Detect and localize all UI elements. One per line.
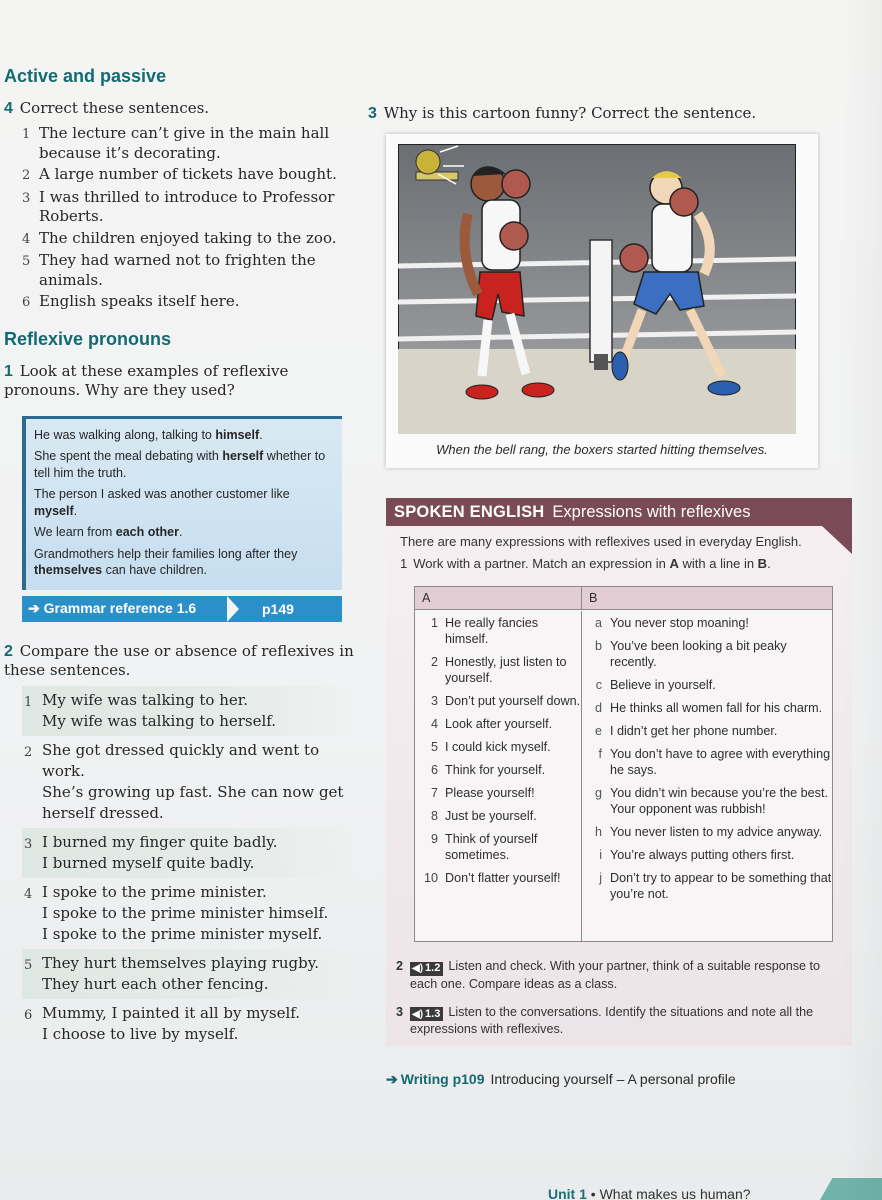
compare-line: I burned myself quite badly. <box>42 853 255 872</box>
response-row <box>583 638 833 670</box>
row-text: I could kick myself. <box>445 740 551 754</box>
row-key: 7 <box>430 786 438 800</box>
exercise-4-heading <box>4 99 354 118</box>
row-key: 3 <box>430 694 438 708</box>
exercise-instruction: Compare the use or absence of reflexives in these sentences. <box>4 641 354 679</box>
writing-text: Introducing yourself – A personal profile <box>490 1071 736 1087</box>
compare-line: I spoke to the prime minister myself. <box>42 924 323 943</box>
row-key: a <box>594 616 602 630</box>
row-key: 10 <box>423 871 438 885</box>
item-number: 3 <box>22 190 31 206</box>
response-row <box>583 615 833 631</box>
compare-line: I spoke to the prime minister. <box>42 882 267 901</box>
item-text: I was thrilled to introduce to Professor Roberts. <box>39 187 335 225</box>
item-number: 2 <box>24 744 33 760</box>
sentence-item <box>22 188 354 227</box>
exercise-1-heading <box>4 362 354 400</box>
compare-item <box>22 828 354 878</box>
item-number: 1 <box>24 694 33 710</box>
compare-item <box>22 999 354 1049</box>
row-text: You didn’t win because you’re the best. Your opponent was rubbish! <box>610 786 828 816</box>
response-row <box>583 870 833 902</box>
exercise-number: 1 <box>4 362 13 380</box>
row-text: Please yourself! <box>445 786 535 800</box>
expression-row <box>415 870 581 886</box>
example-sentence: She spent the meal debating with herself whether to tell him the truth. <box>34 449 326 480</box>
row-key: f <box>598 747 602 761</box>
column-a-header: A <box>415 587 582 609</box>
sentence-item <box>22 229 354 250</box>
compare-line: She got dressed quickly and went to work. <box>42 740 320 780</box>
compare-item <box>22 686 354 736</box>
exercise-instruction: Look at these examples of reflexive pronouns. Why are they used? <box>4 361 289 399</box>
item-number: 5 <box>24 957 33 973</box>
compare-list <box>22 686 354 1049</box>
row-key: 6 <box>430 763 438 777</box>
example-sentence: The person I asked was another customer like myself. <box>34 487 290 518</box>
row-key: 1 <box>430 616 438 630</box>
compare-item <box>22 949 354 999</box>
row-text: Look after yourself. <box>445 717 553 731</box>
response-row <box>583 847 833 863</box>
expression-row <box>415 739 581 755</box>
expression-row <box>415 693 581 709</box>
exercise-number: 2 <box>4 642 13 660</box>
row-key: d <box>594 701 602 715</box>
item-text: English speaks itself here. <box>39 292 240 310</box>
column-a <box>415 611 582 942</box>
speaker-icon: ◀) <box>412 963 424 974</box>
row-key: 5 <box>430 740 438 754</box>
task-2: 2 ◀) 1.2 Listen and check. With your partner, think of a suitable response to each one. Compare ideas as a class. <box>396 959 821 991</box>
section-title-active-passive: Active and passive <box>4 66 167 86</box>
footer-unit: Unit 1 <box>548 1186 587 1200</box>
sentence-item <box>22 292 354 313</box>
sentence-item <box>22 165 354 186</box>
expression-row <box>415 654 581 686</box>
row-text: You never listen to my advice anyway. <box>610 825 823 839</box>
row-text: He thinks all women fall for his charm. <box>610 701 823 715</box>
spoken-english-box <box>386 498 852 1046</box>
spoken-english-label: SPOKEN ENGLISH <box>394 502 545 521</box>
sentence-list <box>4 124 354 313</box>
item-number: 6 <box>24 1007 33 1023</box>
item-number: 1 <box>22 127 31 142</box>
expression-row <box>415 831 581 863</box>
writing-reference[interactable] <box>386 1071 736 1088</box>
table-header <box>415 587 832 610</box>
left-column <box>4 66 354 1049</box>
compare-line: Mummy, I painted it all by myself. <box>42 1003 301 1022</box>
row-key: c <box>595 678 602 692</box>
response-row <box>583 700 833 716</box>
row-key: i <box>599 848 602 862</box>
item-text: A large number of tickets have bought. <box>39 165 337 183</box>
intro-text: There are many expressions with reflexives used in everyday English. <box>400 534 802 549</box>
row-key: 4 <box>430 717 438 731</box>
sentence-item <box>22 124 354 163</box>
exercise-instruction: Correct these sentences. <box>19 99 210 117</box>
row-text: Don’t try to appear to be something that you’re not. <box>610 871 832 901</box>
row-key: e <box>594 724 602 738</box>
footer-separator: • <box>590 1186 596 1200</box>
exercise-3-heading <box>368 104 868 129</box>
spoken-english-subtitle: Expressions with reflexives <box>552 502 751 521</box>
example-sentence: Grandmothers help their families long after they themselves can have children. <box>34 546 298 577</box>
example-sentence: He was walking along, talking to himself. <box>34 427 263 442</box>
spoken-intro <box>386 526 852 573</box>
row-key: 8 <box>430 809 438 823</box>
exercise-number: 4 <box>4 100 13 117</box>
boxing-cartoon-illustration <box>398 144 796 434</box>
row-key: g <box>594 786 602 800</box>
row-text: Just be yourself. <box>445 809 537 823</box>
compare-line: I choose to live by myself. <box>42 1024 239 1043</box>
exercise-number: 3 <box>368 105 377 122</box>
row-key: 2 <box>430 655 438 669</box>
compare-line: I burned my finger quite badly. <box>42 832 278 851</box>
response-row <box>583 677 833 693</box>
writing-link[interactable]: Writing p109 <box>400 1071 485 1087</box>
row-key: 9 <box>430 832 438 846</box>
page-shadow <box>842 0 882 1200</box>
expression-row <box>415 762 581 778</box>
item-number: 4 <box>24 886 33 902</box>
compare-line: They hurt each other fencing. <box>42 974 269 993</box>
expression-row <box>415 615 581 647</box>
example-sentence: We learn from each other. <box>34 525 183 539</box>
row-text: Honestly, just listen to yourself. <box>445 655 567 685</box>
grammar-reference-label: ➔ Grammar reference 1.6 <box>28 600 197 616</box>
item-number: 5 <box>22 254 31 269</box>
matching-table <box>414 586 833 942</box>
speaker-icon: ◀) <box>412 1008 424 1020</box>
audio-track-button[interactable]: ◀) 1.3 <box>410 1007 443 1021</box>
response-row <box>583 824 833 840</box>
compare-line: My wife was talking to herself. <box>42 711 277 730</box>
compare-line: She’s growing up fast. She can now get herself dressed. <box>42 782 344 822</box>
response-row <box>583 746 833 778</box>
arrow-notch-icon <box>227 596 239 622</box>
compare-line: My wife was talking to her. <box>42 690 249 709</box>
row-text: You don’t have to agree with everything he says. <box>610 747 831 777</box>
exercise-instruction: Why is this cartoon funny? Correct the sentence. <box>383 104 757 122</box>
footer-title: What makes us human? <box>599 1186 751 1200</box>
expression-row <box>415 716 581 732</box>
column-b <box>583 611 833 942</box>
row-text: You never stop moaning! <box>610 616 749 630</box>
compare-line: I spoke to the prime minister himself. <box>42 903 329 922</box>
compare-item <box>22 878 354 949</box>
row-text: He really fancies himself. <box>445 616 539 646</box>
row-key: j <box>599 871 602 885</box>
column-b-header: B <box>589 591 598 605</box>
cartoon-card <box>386 134 818 468</box>
sentence-item <box>22 251 354 290</box>
task-3: 3 ◀) 1.3 Listen to the conversations. Identify the situations and note all the expressions with reflexives. <box>396 1004 814 1036</box>
item-text: The children enjoyed taking to the zoo. <box>39 228 337 247</box>
row-text: You’re always putting others first. <box>610 848 795 862</box>
grammar-reference-link[interactable] <box>22 596 342 622</box>
row-text: Don’t put yourself down. <box>445 694 581 708</box>
item-number: 6 <box>22 295 31 310</box>
item-text: They had warned not to frighten the animals. <box>39 251 316 289</box>
arrow-icon: ➔ <box>386 1071 398 1087</box>
row-text: You’ve been looking a bit peaky recently. <box>610 639 787 669</box>
row-text: I didn’t get her phone number. <box>610 724 778 738</box>
examples-box <box>22 416 342 590</box>
row-text: Believe in yourself. <box>610 678 716 692</box>
audio-track-button[interactable]: ◀) 1.2 <box>410 962 443 976</box>
spoken-english-header <box>386 498 852 526</box>
item-number: 2 <box>22 168 31 183</box>
row-key: b <box>594 639 602 653</box>
page-footer <box>548 1186 751 1200</box>
section-title-reflexive: Reflexive pronouns <box>4 328 172 349</box>
cartoon-caption: When the bell rang, the boxers started hitting themselves. <box>436 442 768 457</box>
item-text: The lecture can’t give in the main hall because it’s decorating. <box>39 124 330 162</box>
response-row <box>583 723 833 739</box>
response-row <box>583 785 833 817</box>
item-number: 3 <box>24 836 33 852</box>
compare-item <box>22 736 354 828</box>
row-text: Think for yourself. <box>445 763 546 777</box>
task-1: 1 Work with a partner. Match an expression in A with a line in B. <box>400 556 771 571</box>
row-text: Think of yourself sometimes. <box>445 832 538 862</box>
expression-row <box>415 808 581 824</box>
row-text: Don’t flatter yourself! <box>445 871 561 885</box>
expression-row <box>415 785 581 801</box>
row-key: h <box>594 825 602 839</box>
item-number: 4 <box>22 231 31 247</box>
grammar-reference-page: p149 <box>262 600 294 617</box>
compare-line: They hurt themselves playing rugby. <box>42 953 319 972</box>
follow-up-tasks <box>396 958 844 1049</box>
exercise-2-heading <box>4 642 354 680</box>
